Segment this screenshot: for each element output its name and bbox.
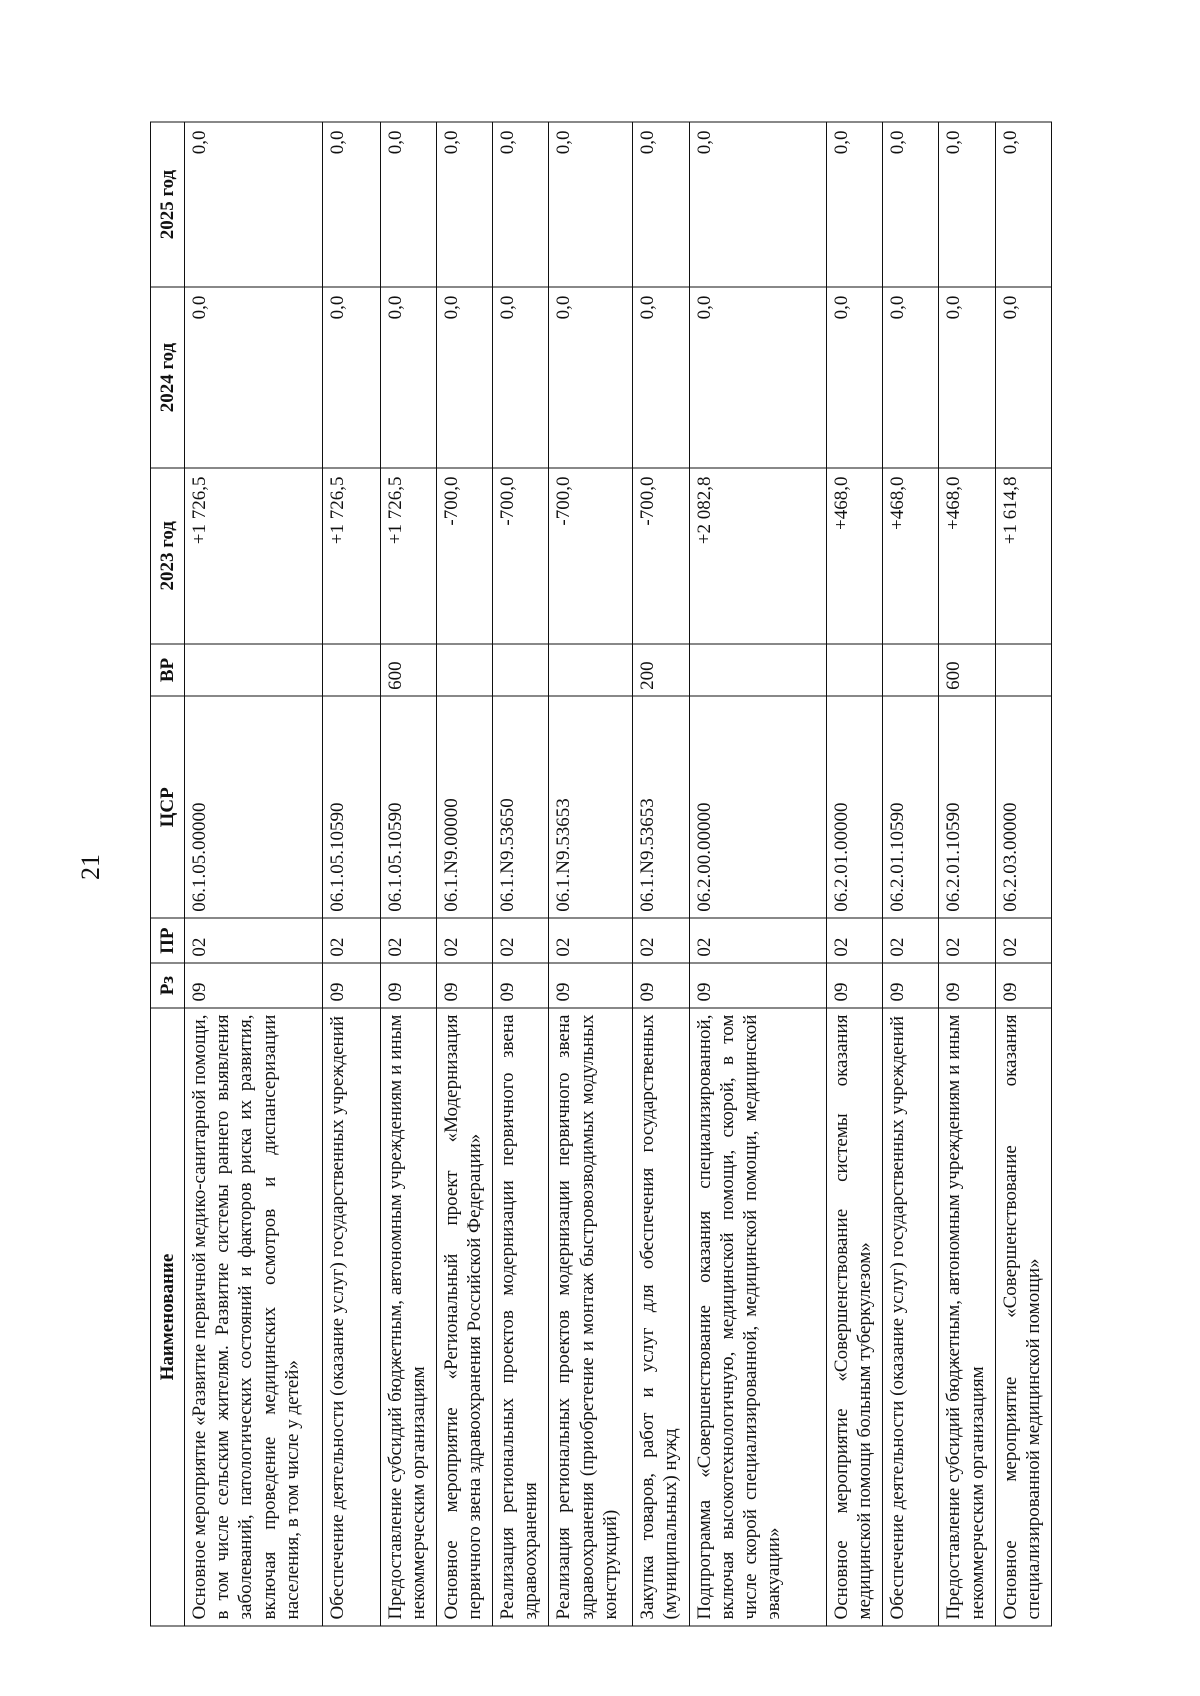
row-2023: +2 082,8 [689, 468, 826, 644]
row-2023: -700,0 [633, 468, 689, 644]
row-csr: 06.1.05.00000 [185, 696, 323, 918]
row-2023: +468,0 [939, 468, 995, 644]
header-2025: 2025 год [151, 122, 185, 287]
row-2025: 0,0 [323, 122, 380, 287]
row-rz: 09 [939, 963, 995, 1008]
row-name: Закупка товаров, работ и услуг для обеспечения государственных (муниципальных) нужд [633, 1008, 689, 1626]
table-row [493, 122, 549, 1626]
header-name: Наименование [151, 1008, 185, 1626]
row-csr: 06.1.N9.00000 [436, 696, 492, 918]
row-name: Подпрограмма «Совершенствование оказания специализированной, включая высокотехнологичную, медицинской помощи, скорой, в том числе скорой специализированной, медицинской помощи, медицинской эвакуации» [689, 1008, 826, 1626]
row-name: Основное мероприятие «Совершенствование оказания специализированной медицинской помощи» [995, 1008, 1051, 1626]
row-2025: 0,0 [549, 122, 633, 287]
row-vr: 200 [633, 644, 689, 697]
table-row [826, 122, 882, 1626]
row-2023: -700,0 [493, 468, 549, 644]
row-rz: 09 [995, 963, 1051, 1008]
row-csr: 06.2.03.00000 [995, 696, 1051, 918]
header-vr: ВР [151, 644, 185, 697]
row-2024: 0,0 [633, 287, 689, 468]
row-2024: 0,0 [185, 287, 323, 468]
row-csr: 06.2.01.10590 [883, 696, 939, 918]
table-row [939, 122, 995, 1626]
row-name: Обеспечение деятельности (оказание услуг) государственных учреждений [323, 1008, 380, 1626]
row-vr [436, 644, 492, 697]
row-csr: 06.1.N9.53650 [493, 696, 549, 918]
row-2023: +468,0 [883, 468, 939, 644]
row-2025: 0,0 [939, 122, 995, 287]
row-2024: 0,0 [436, 287, 492, 468]
header-2024: 2024 год [151, 287, 185, 468]
row-rz: 09 [380, 963, 436, 1008]
row-name: Реализация региональных проектов модернизации первичного звена здравоохранения (приобретение и монтаж быстровозводимых модульных конструкций) [549, 1008, 633, 1626]
header-pr: ПР [151, 918, 185, 963]
row-2024: 0,0 [826, 287, 882, 468]
row-pr: 02 [689, 918, 826, 963]
row-vr: 600 [939, 644, 995, 697]
row-rz: 09 [633, 963, 689, 1008]
row-vr [493, 644, 549, 697]
row-csr: 06.1.N9.53653 [633, 696, 689, 918]
row-rz: 09 [883, 963, 939, 1008]
row-pr: 02 [995, 918, 1051, 963]
row-csr: 06.1.05.10590 [323, 696, 380, 918]
row-2025: 0,0 [436, 122, 492, 287]
row-2025: 0,0 [493, 122, 549, 287]
row-2025: 0,0 [185, 122, 323, 287]
row-name: Обеспечение деятельности (оказание услуг) государственных учреждений [883, 1008, 939, 1626]
row-csr: 06.2.01.10590 [939, 696, 995, 918]
row-2024: 0,0 [883, 287, 939, 468]
budget-table [150, 122, 1052, 1627]
row-vr [883, 644, 939, 697]
table-row [883, 122, 939, 1626]
row-rz: 09 [826, 963, 882, 1008]
row-pr: 02 [549, 918, 633, 963]
table-row [549, 122, 633, 1626]
row-2023: -700,0 [436, 468, 492, 644]
row-rz: 09 [549, 963, 633, 1008]
table-row [185, 122, 323, 1626]
row-vr [549, 644, 633, 697]
row-rz: 09 [689, 963, 826, 1008]
table-row [323, 122, 380, 1626]
row-rz: 09 [493, 963, 549, 1008]
row-vr [185, 644, 323, 697]
row-2025: 0,0 [380, 122, 436, 287]
row-pr: 02 [380, 918, 436, 963]
row-2023: +468,0 [826, 468, 882, 644]
row-pr: 02 [826, 918, 882, 963]
row-2025: 0,0 [689, 122, 826, 287]
row-name: Предоставление субсидий бюджетным, автономным учреждениям и иным некоммерческим организациям [939, 1008, 995, 1626]
row-name: Реализация региональных проектов модернизации первичного звена здравоохранения [493, 1008, 549, 1626]
budget-table-container [150, 122, 1052, 1627]
row-pr: 02 [185, 918, 323, 963]
table-header-row [151, 122, 185, 1626]
row-vr [995, 644, 1051, 697]
row-rz: 09 [436, 963, 492, 1008]
row-csr: 06.1.N9.53653 [549, 696, 633, 918]
table-row [689, 122, 826, 1626]
row-2024: 0,0 [939, 287, 995, 468]
row-vr [689, 644, 826, 697]
row-csr: 06.2.01.00000 [826, 696, 882, 918]
row-vr [323, 644, 380, 697]
row-2025: 0,0 [826, 122, 882, 287]
table-row [633, 122, 689, 1626]
row-2024: 0,0 [689, 287, 826, 468]
row-pr: 02 [883, 918, 939, 963]
row-2024: 0,0 [995, 287, 1051, 468]
row-2023: +1 726,5 [185, 468, 323, 644]
header-csr: ЦСР [151, 696, 185, 918]
row-rz: 09 [323, 963, 380, 1008]
row-rz: 09 [185, 963, 323, 1008]
row-2024: 0,0 [323, 287, 380, 468]
row-2024: 0,0 [493, 287, 549, 468]
row-name: Основное мероприятие «Развитие первичной медико-санитарной помощи, в том числе сельским жителям. Развитие системы раннего выявления заболеваний, патологических состояний и факторов риска их развития, включая проведение медицинских осмотров и диспансеризации населения, в том числе у детей» [185, 1008, 323, 1626]
row-2025: 0,0 [883, 122, 939, 287]
row-2024: 0,0 [549, 287, 633, 468]
row-name: Предоставление субсидий бюджетным, автономным учреждениям и иным некоммерческим организациям [380, 1008, 436, 1626]
row-name: Основное мероприятие «Совершенствование системы оказания медицинской помощи больным туберкулезом» [826, 1008, 882, 1626]
row-pr: 02 [939, 918, 995, 963]
table-row [380, 122, 436, 1626]
page-number: 21 [76, 854, 105, 880]
row-csr: 06.2.00.00000 [689, 696, 826, 918]
header-2023: 2023 год [151, 468, 185, 644]
row-pr: 02 [436, 918, 492, 963]
row-pr: 02 [633, 918, 689, 963]
row-name: Основное мероприятие «Региональный проект «Модернизация первичного звена здравоохранения Российской Федерации» [436, 1008, 492, 1626]
row-2023: +1 726,5 [323, 468, 380, 644]
table-row [995, 122, 1051, 1626]
row-vr: 600 [380, 644, 436, 697]
row-2024: 0,0 [380, 287, 436, 468]
row-pr: 02 [323, 918, 380, 963]
row-vr [826, 644, 882, 697]
row-2023: -700,0 [549, 468, 633, 644]
header-rz: Рз [151, 963, 185, 1008]
row-2025: 0,0 [633, 122, 689, 287]
row-pr: 02 [493, 918, 549, 963]
table-row [436, 122, 492, 1626]
row-2023: +1 726,5 [380, 468, 436, 644]
row-2025: 0,0 [995, 122, 1051, 287]
row-csr: 06.1.05.10590 [380, 696, 436, 918]
row-2023: +1 614,8 [995, 468, 1051, 644]
